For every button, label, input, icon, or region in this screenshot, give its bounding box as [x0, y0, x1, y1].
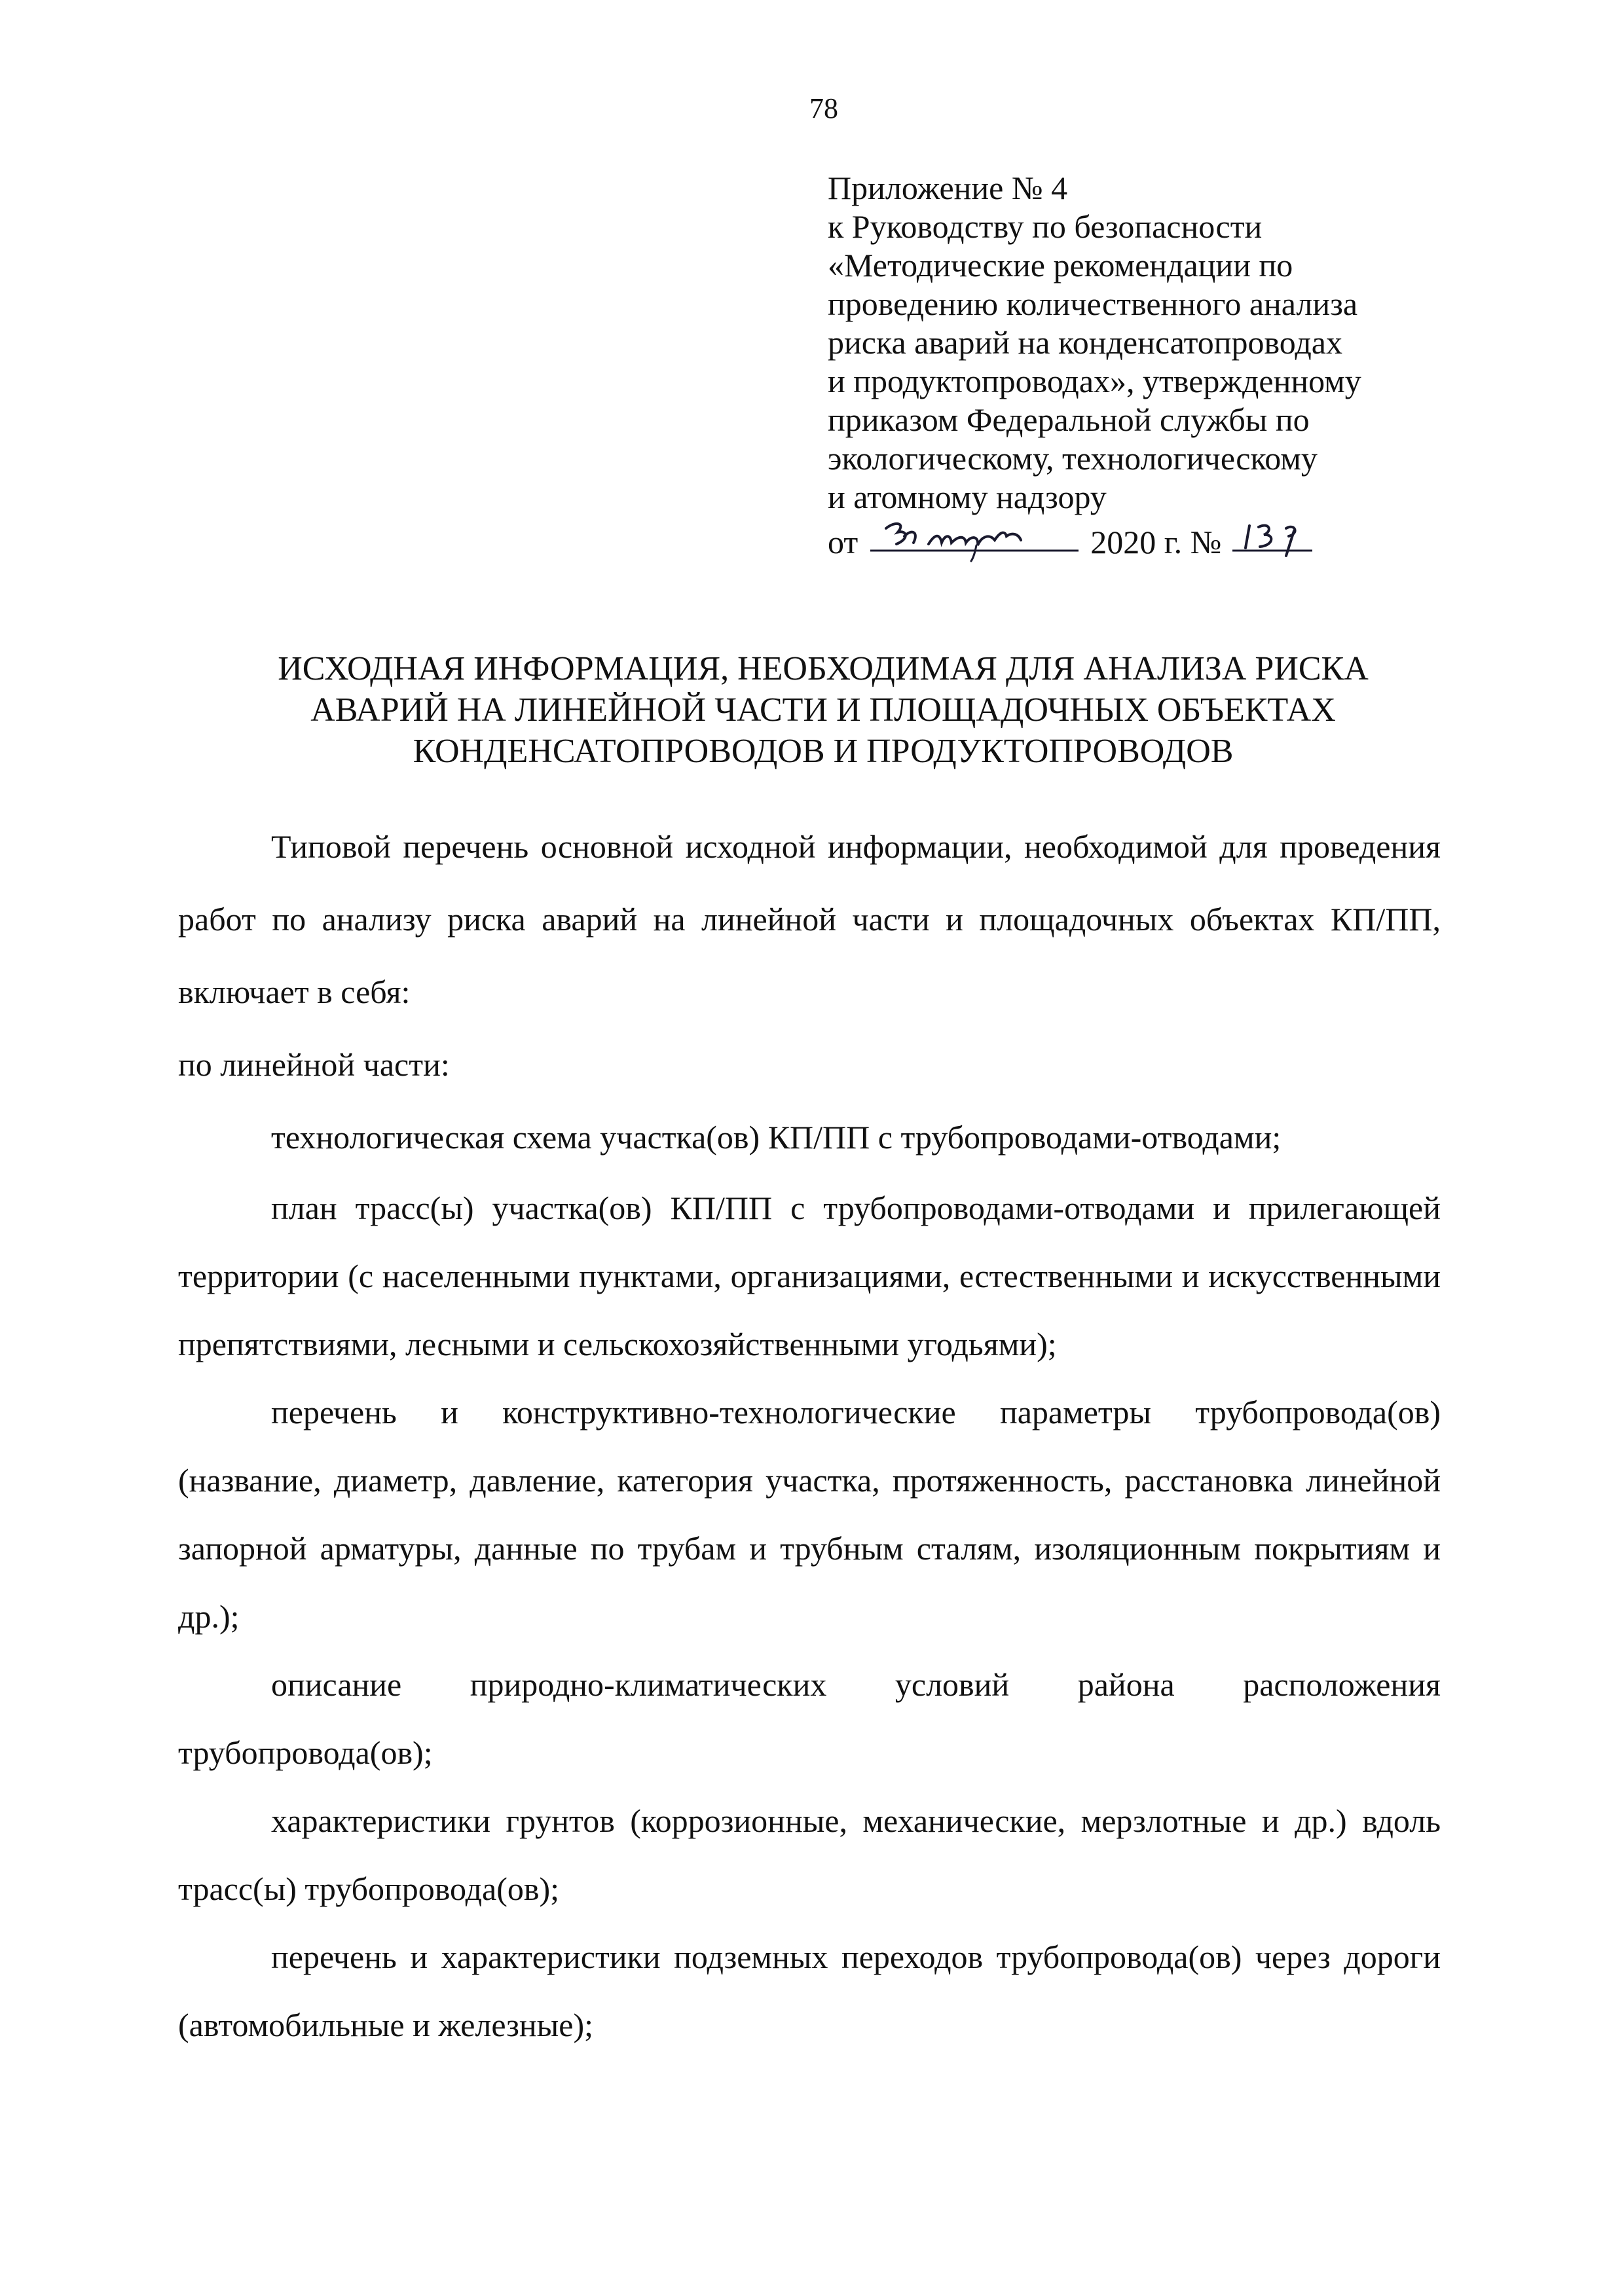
list-item: характеристики грунтов (коррозионные, механические, мерзлотные и др.) вдоль трасс(ы) трубопровода(ов);: [178, 1802, 1441, 1907]
annex-line: приказом Федеральной службы по: [828, 401, 1310, 438]
body-text: [178, 811, 1441, 2059]
list-item: план трасс(ы) участка(ов) КП/ПП с трубопроводами-отводами и прилегающей территории (с населенными пунктами, организациями, естественными и искусственными препятствиями, лесными и сельскохозяйственными угодьями);: [178, 1190, 1441, 1362]
annex-line: «Методические рекомендации по: [828, 247, 1293, 283]
list-item: перечень и конструктивно-технологические параметры трубопровода(ов) (название, диаметр, давление, категория участка, протяженность, расстановка линейной запорной арматуры, данные по трубам и трубным сталям, изоляционным покрытиям и др.);: [178, 1394, 1441, 1635]
annex-line: и продуктопроводах», утвержденному: [828, 363, 1361, 399]
annex-line: и атомному надзору: [828, 479, 1107, 515]
list-item: технологическая схема участка(ов) КП/ПП с трубопроводами-отводами;: [271, 1119, 1282, 1156]
page-number: 78: [809, 92, 838, 124]
document-title: [178, 648, 1468, 772]
annex-line: Приложение № 4: [828, 170, 1068, 206]
annex-line: к Руководству по безопасности: [828, 208, 1263, 245]
annex-line: риска аварий на конденсатопроводах: [828, 324, 1342, 361]
year-and-number-label: 2020 г. №: [1090, 524, 1222, 560]
handwritten-date-signature: [866, 517, 1082, 562]
annex-line: экологическому, технологическому: [828, 440, 1318, 477]
date-prefix: от: [828, 524, 858, 560]
list-item: перечень и характеристики подземных переходов трубопровода(ов) через дороги (автомобильные и железные);: [178, 1939, 1441, 2043]
handwritten-number: [1230, 517, 1315, 562]
title-line: ИСХОДНАЯ ИНФОРМАЦИЯ, НЕОБХОДИМАЯ ДЛЯ АНАЛИЗА РИСКА: [278, 650, 1369, 687]
intro-paragraph: Типовой перечень основной исходной информации, необходимой для проведения работ по анализу риска аварий на линейной части и площадочных объектах КП/ПП, включает в себя:: [178, 828, 1441, 1010]
title-line: АВАРИЙ НА ЛИНЕЙНОЙ ЧАСТИ И ПЛОЩАДОЧНЫХ ОБЪЕКТАХ: [310, 691, 1336, 729]
section-label: по линейной части:: [178, 1046, 450, 1083]
approval-line: [828, 517, 1483, 562]
list-item: описание природно-климатических условий района расположения трубопровода(ов);: [178, 1666, 1441, 1771]
annex-header: [828, 169, 1483, 562]
annex-line: проведению количественного анализа: [828, 285, 1358, 322]
title-line: КОНДЕНСАТОПРОВОДОВ И ПРОДУКТОПРОВОДОВ: [413, 733, 1234, 770]
